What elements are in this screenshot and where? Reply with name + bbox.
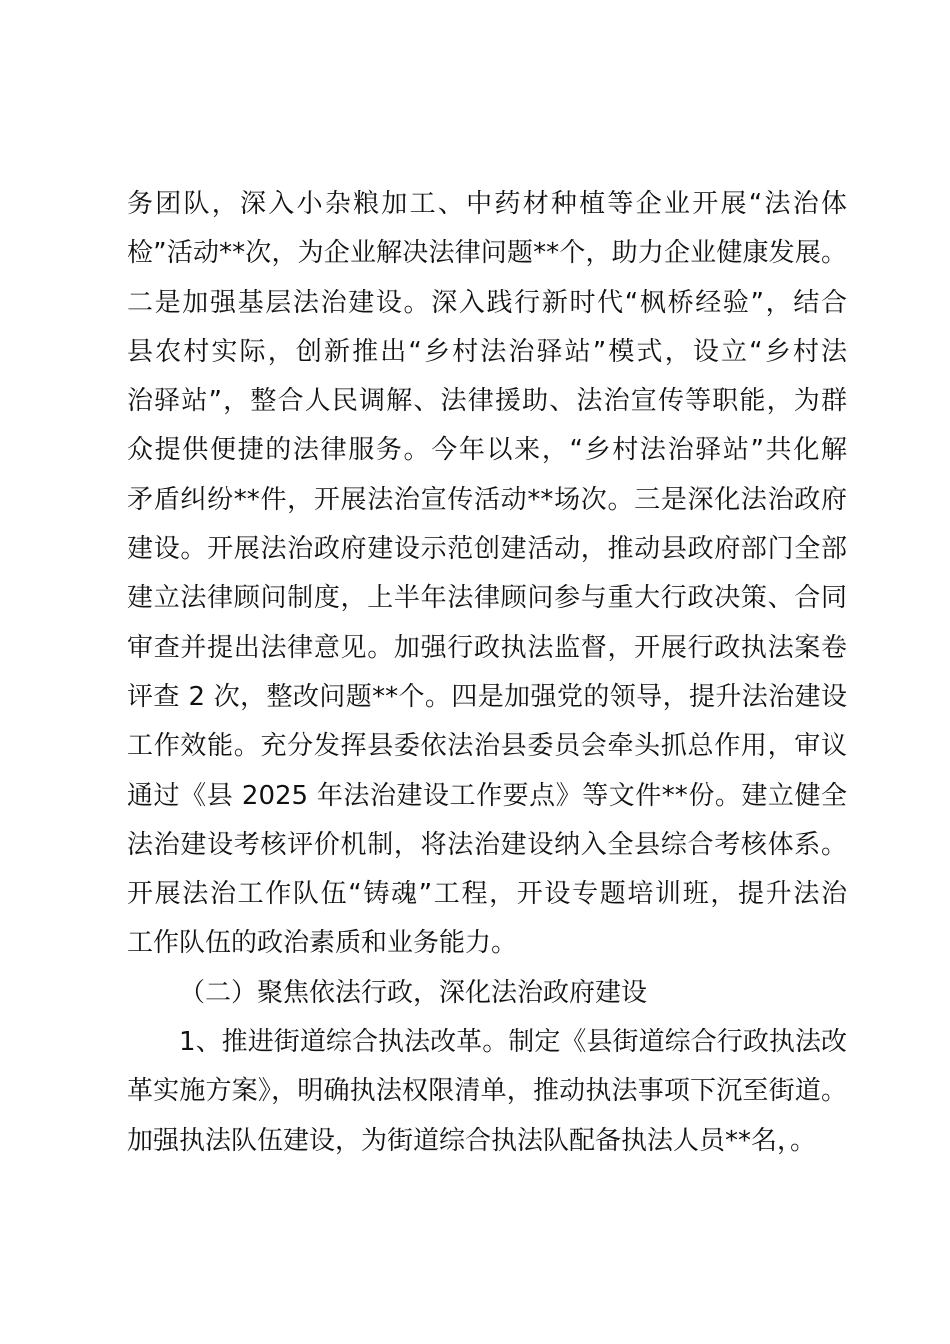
body-line: 建设。开展法治政府建设示范创建活动，推动县政府部门全部 — [127, 534, 847, 565]
body-line: 审查并提出法律意见。加强行政执法监督，开展行政执法案卷 — [127, 632, 847, 663]
body-line: 务团队，深入小杂粮加工、中药材种植等企业开展“法治体 — [127, 189, 847, 219]
body-line: 评查 2 次，整改问题**个。四是加强党的领导，提升法治建设 — [127, 681, 847, 712]
body-line: 革实施方案》，明确执法权限清单，推动执法事项下沉至街道。 — [127, 1076, 847, 1107]
body-line: 二是加强基层法治建设。深入践行新时代“枫桥经验”，结合 — [127, 287, 847, 318]
section-heading: （二）聚焦依法行政，深化法治政府建设 — [179, 977, 648, 1008]
body-line: 众提供便捷的法律服务。今年以来，“乡村法治驿站”共化解 — [127, 435, 847, 466]
body-line: 检”活动**次，为企业解决法律问题**个，助力企业健康发展。 — [127, 238, 847, 269]
body-line: 建立法律顾问制度，上半年法律顾问参与重大行政决策、合同 — [127, 583, 847, 614]
body-line: 开展法治工作队伍“铸魂”工程，开设专题培训班，提升法治 — [127, 879, 847, 910]
body-line: 法治建设考核评价机制，将法治建设纳入全县综合考核体系。 — [127, 829, 847, 860]
document-body — [127, 180, 847, 1166]
body-line: 1、推进街道综合执法改革。制定《县街道综合行政执法改 — [179, 1027, 847, 1058]
body-line: 工作队伍的政治素质和业务能力。 — [127, 928, 518, 959]
body-line: 通过《县 2025 年法治建设工作要点》等文件**份。建立健全 — [127, 780, 847, 811]
body-line: 加强执法队伍建设，为街道综合执法队配备执法人员**名，。 — [127, 1125, 817, 1156]
body-line: 县农村实际，创新推出“乡村法治驿站”模式，设立“乡村法 — [127, 336, 847, 367]
body-line: 工作效能。充分发挥县委依法治县委员会牵头抓总作用，审议 — [127, 731, 847, 762]
body-line: 矛盾纠纷**件，开展法治宣传活动**场次。三是深化法治政府 — [127, 484, 847, 515]
body-line: 治驿站”，整合人民调解、法律援助、法治宣传等职能，为群 — [127, 386, 847, 417]
